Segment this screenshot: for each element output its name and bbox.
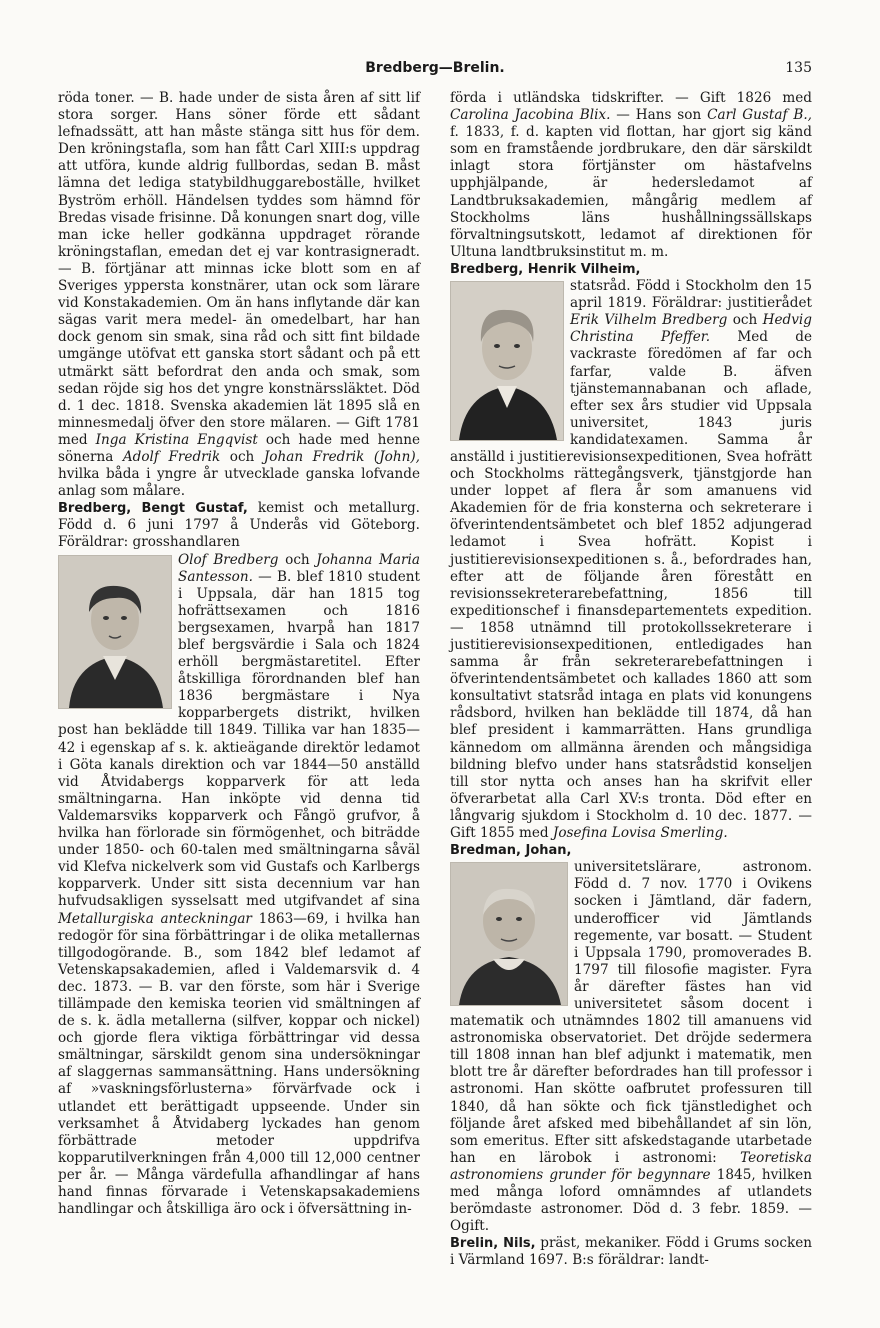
entry-bengt-gustaf-bredberg: Bredberg, Bengt Gustaf, kemist och metallurg. Född d. 6 juni 1797 å Underås vid Göteborg. Föräldrar: grosshandlaren [58, 500, 421, 551]
entry-heading: Bredman, Johan, [450, 843, 572, 859]
entry-henrik-vilheim-bredberg-text: statsråd. Född i Stockholm den 15 april 1819. Föräldrar: justitierådet Erik Vilhelm Bredberg och Hedvig Christina Pfeffer. Med de vackraste föredömen af far och farfar, valde B. äfven tjänstemannabanan och aflade, efter sex års studier vid Uppsala universitet, 1843 juris kandidatexamen. Samma år anställd i justitierevisionsexpeditionen, Svea hofrätt och Stockholms rättegångsverk, tjänstgjorde han under loppet af flera år som amanuens vid Akademien för de fria konsterna och sekreterare i öfverintendentsämbetet och blef 1852 adjungerad ledamot i Svea hofrätt. Kopist i justitierevisionsexpeditionen s. å., befordrades han, efter att de följande åren förestått en revisionssekreterarebefattning, 1856 till expeditionschef i finansdepartementets expedition. — 1858 utnämnd till protokollssekreterare i justitierevisionsexpeditionen, entledigades han samma år från sekreterarebefattningen i öfverintendentsämbetet och kallades 1860 att som konsultativt statsråd intaga en plats vid konungens rådsbord, hvilken han beklädde till 1874, då han blef president i kammarrätten. Hans grundliga kännedom om allmänna ärenden och mångsidiga bildning blefvo under hans statsrådstid konseljen till stor nytta och anses han ha skrifvit eller öfverarbetat alla Carl XV:s tronta. Död efter en långvarig sjukdom i Stockholm d. 10 dec. 1877. — Gift 1855 med Josefina Lovisa Smerling. [450, 278, 812, 842]
entry-johan-bredman-text: universitetslärare, astronom. Född d. 7 nov. 1770 i Ovikens socken i Jämtland, där fadern, underofficer vid Jämtlands regemente, var bosatt. — Student i Uppsala 1790, promoverades B. 1797 till filosofie magister. Fyra år därefter fästes han vid universitetet såsom docent i matematik och utnämndes 1802 till amanuens vid astronomiska observatoriet. Det dröjde sedermera till 1808 innan han blef adjunkt i matematik, men blott tre år därefter befordrades han till professor i astronomi. Han skötte oafbrutet professuren till 1840, då han sökte och fick tjänstledighet och följande året afsked med bibehållandet af sin lön, som emeritus. Efter sitt afskedstagande utarbetade han en lärobok i astronomi: Teoretiska astronomiens grunder för begynnare 1845, hvilken med många loford omnämndes af utlandets berömdaste astronomer. Död d. 3 febr. 1859. — Ogift. [450, 859, 812, 1235]
entry-henrik-vilheim-bredberg [450, 261, 812, 278]
page-number: 135 [785, 60, 812, 76]
portrait-henrik-vilheim-bredberg [450, 281, 564, 441]
paragraph-bredberg-continuation: förda i utländska tidskrifter. — Gift 1826 med Carolina Jacobina Blix. — Hans son Carl Gustaf B., f. 1833, f. d. kapten vid flottan, har gjort sig känd som en framstående jordbrukare, den där särskildt inlagt stora förtjänster om hästafvelns upphjälpande, är hedersledamot af Landtbruksakademien, mångårig medlem af Stockholms läns hushållningssällskaps förvaltningsutskott, ledamot af direktionen för Ultuna landtbruksinstitut m. m. [450, 90, 812, 260]
running-header [58, 60, 812, 80]
entry-johan-bredman [450, 842, 812, 859]
right-column [450, 90, 812, 1269]
left-column [58, 90, 420, 1218]
paragraph-breda-continuation: röda toner. — B. hade under de sista åren af sitt lif stora sorger. Hans söner förde ett sådant lefnadssätt, att han måste stänga sitt hus för dem. Den kröningstafla, som han fått Carl XIII:s uppdrag att utföra, kunde aldrig fullbordas, sedan B. måst lämna det lediga statybildhuggareboställe, hvilket Byström erhöll. Händelsen tyddes som hämnd för Bredas visade frisinne. Då konungen snart dog, ville man icke heller godkänna uppdraget rörande kröningstaflan, emedan det ej var kontrasigneradt. — B. förtjänar att minnas icke blott som en af Sveriges yppersta konstnärer, utan ock som lärare vid Konstakademien. Om än hans inflytande där kan sägas varit mera medel- än omedelbart, har han dock genom sin smak, sina råd och sitt fint bildade umgänge utöfvat ett ganska stort sådant och på ett utmärkt sätt befordrat den anda och smak, som sedan röjde sig hos det yngre konstnärssläktet. Död d. 1 dec. 1818. Svenska akademien lät 1895 slå en minnesmedalj öfver den store mälaren. — Gift 1781 med Inga Kristina Engqvist och hade med henne sönerna Adolf Fredrik och Johan Fredrik (John), hvilka båda i yngre år utvecklade ganska lofvande anlag som målare. [58, 90, 420, 500]
entry-heading: Bredberg, Henrik Vilheim, [450, 261, 641, 277]
entry-heading: Bredberg, Bengt Gustaf, [58, 501, 248, 517]
entry-bengt-gustaf-bredberg-text: Olof Bredberg och Johanna Maria Santesson. — B. blef 1810 student i Uppsala, där han 1815 tog hofrättsexamen och 1816 bergsexamen, hvarpå han 1817 blef bergsvärdie i Sala och 1824 erhöll bergmästaretitel. Efter åtskilliga förordnanden blef han 1836 bergmästare i Nya kopparbergets distrikt, hvilken post han beklädde till 1849. Tillika var han 1835—42 i egenskap af s. k. aktieägande direktör ledamot i Göta kanals direktion och var 1844—50 anställd vid Åtvidabergs kopparverk för att leda smältningarna. Han inköpte vid denna tid Valdemarsviks kopparverk och Fångö grufvor, å hvilka han förlorade sin förmögenhet, och biträdde under 1850- och 60-talen med smältningarna såväl vid Klefva nickelverk som vid Gustafs och Karlbergs kopparverk. Under sitt sista decennium var han hufvudsakligen sysselsatt med utgifvandet af sina Metallurgiska anteckningar 1863—69, i hvilka han redogör för sina förbättringar i de olika metallernas tillgodogörande. B., som 1842 blef ledamot af Vetenskapsakademien, afled i Valdemarsvik d. 4 dec. 1873. — B. var den förste, som här i Sverige tillämpade den kemiska teorien vid smältningen af de s. k. ädla metallerna (silfver, koppar och nickel) och gjorde flera viktiga förbättringar vid dessa smältningar, särskildt genom sina undersökningar af slaggernas sammansättning. Hans undersökning af »vaskningsförlusterna» förvärfvade ock i utlandet ett berättigadt uppseende. Under sin verksamhet å Åtvidaberg lyckades han genom förbättrade metoder uppdrifva kopparutilverkningen från 4,000 till 12,000 centner per år. — Många värdefulla afhandlingar af hans hand finnas förvarade i Vetenskapsakademiens handlingar och åtskilliga äro ock i öfversättning in- [58, 551, 420, 1218]
entry-heading: Brelin, Nils, [450, 1236, 536, 1252]
running-title: Bredberg—Brelin. [365, 60, 505, 76]
entry-nils-brelin: Brelin, Nils, präst, mekaniker. Född i Grums socken i Värmland 1697. B:s föräldrar: landt- [450, 1235, 812, 1269]
portrait-johan-bredman [450, 862, 568, 1006]
portrait-bengt-gustaf-bredberg [58, 555, 172, 709]
